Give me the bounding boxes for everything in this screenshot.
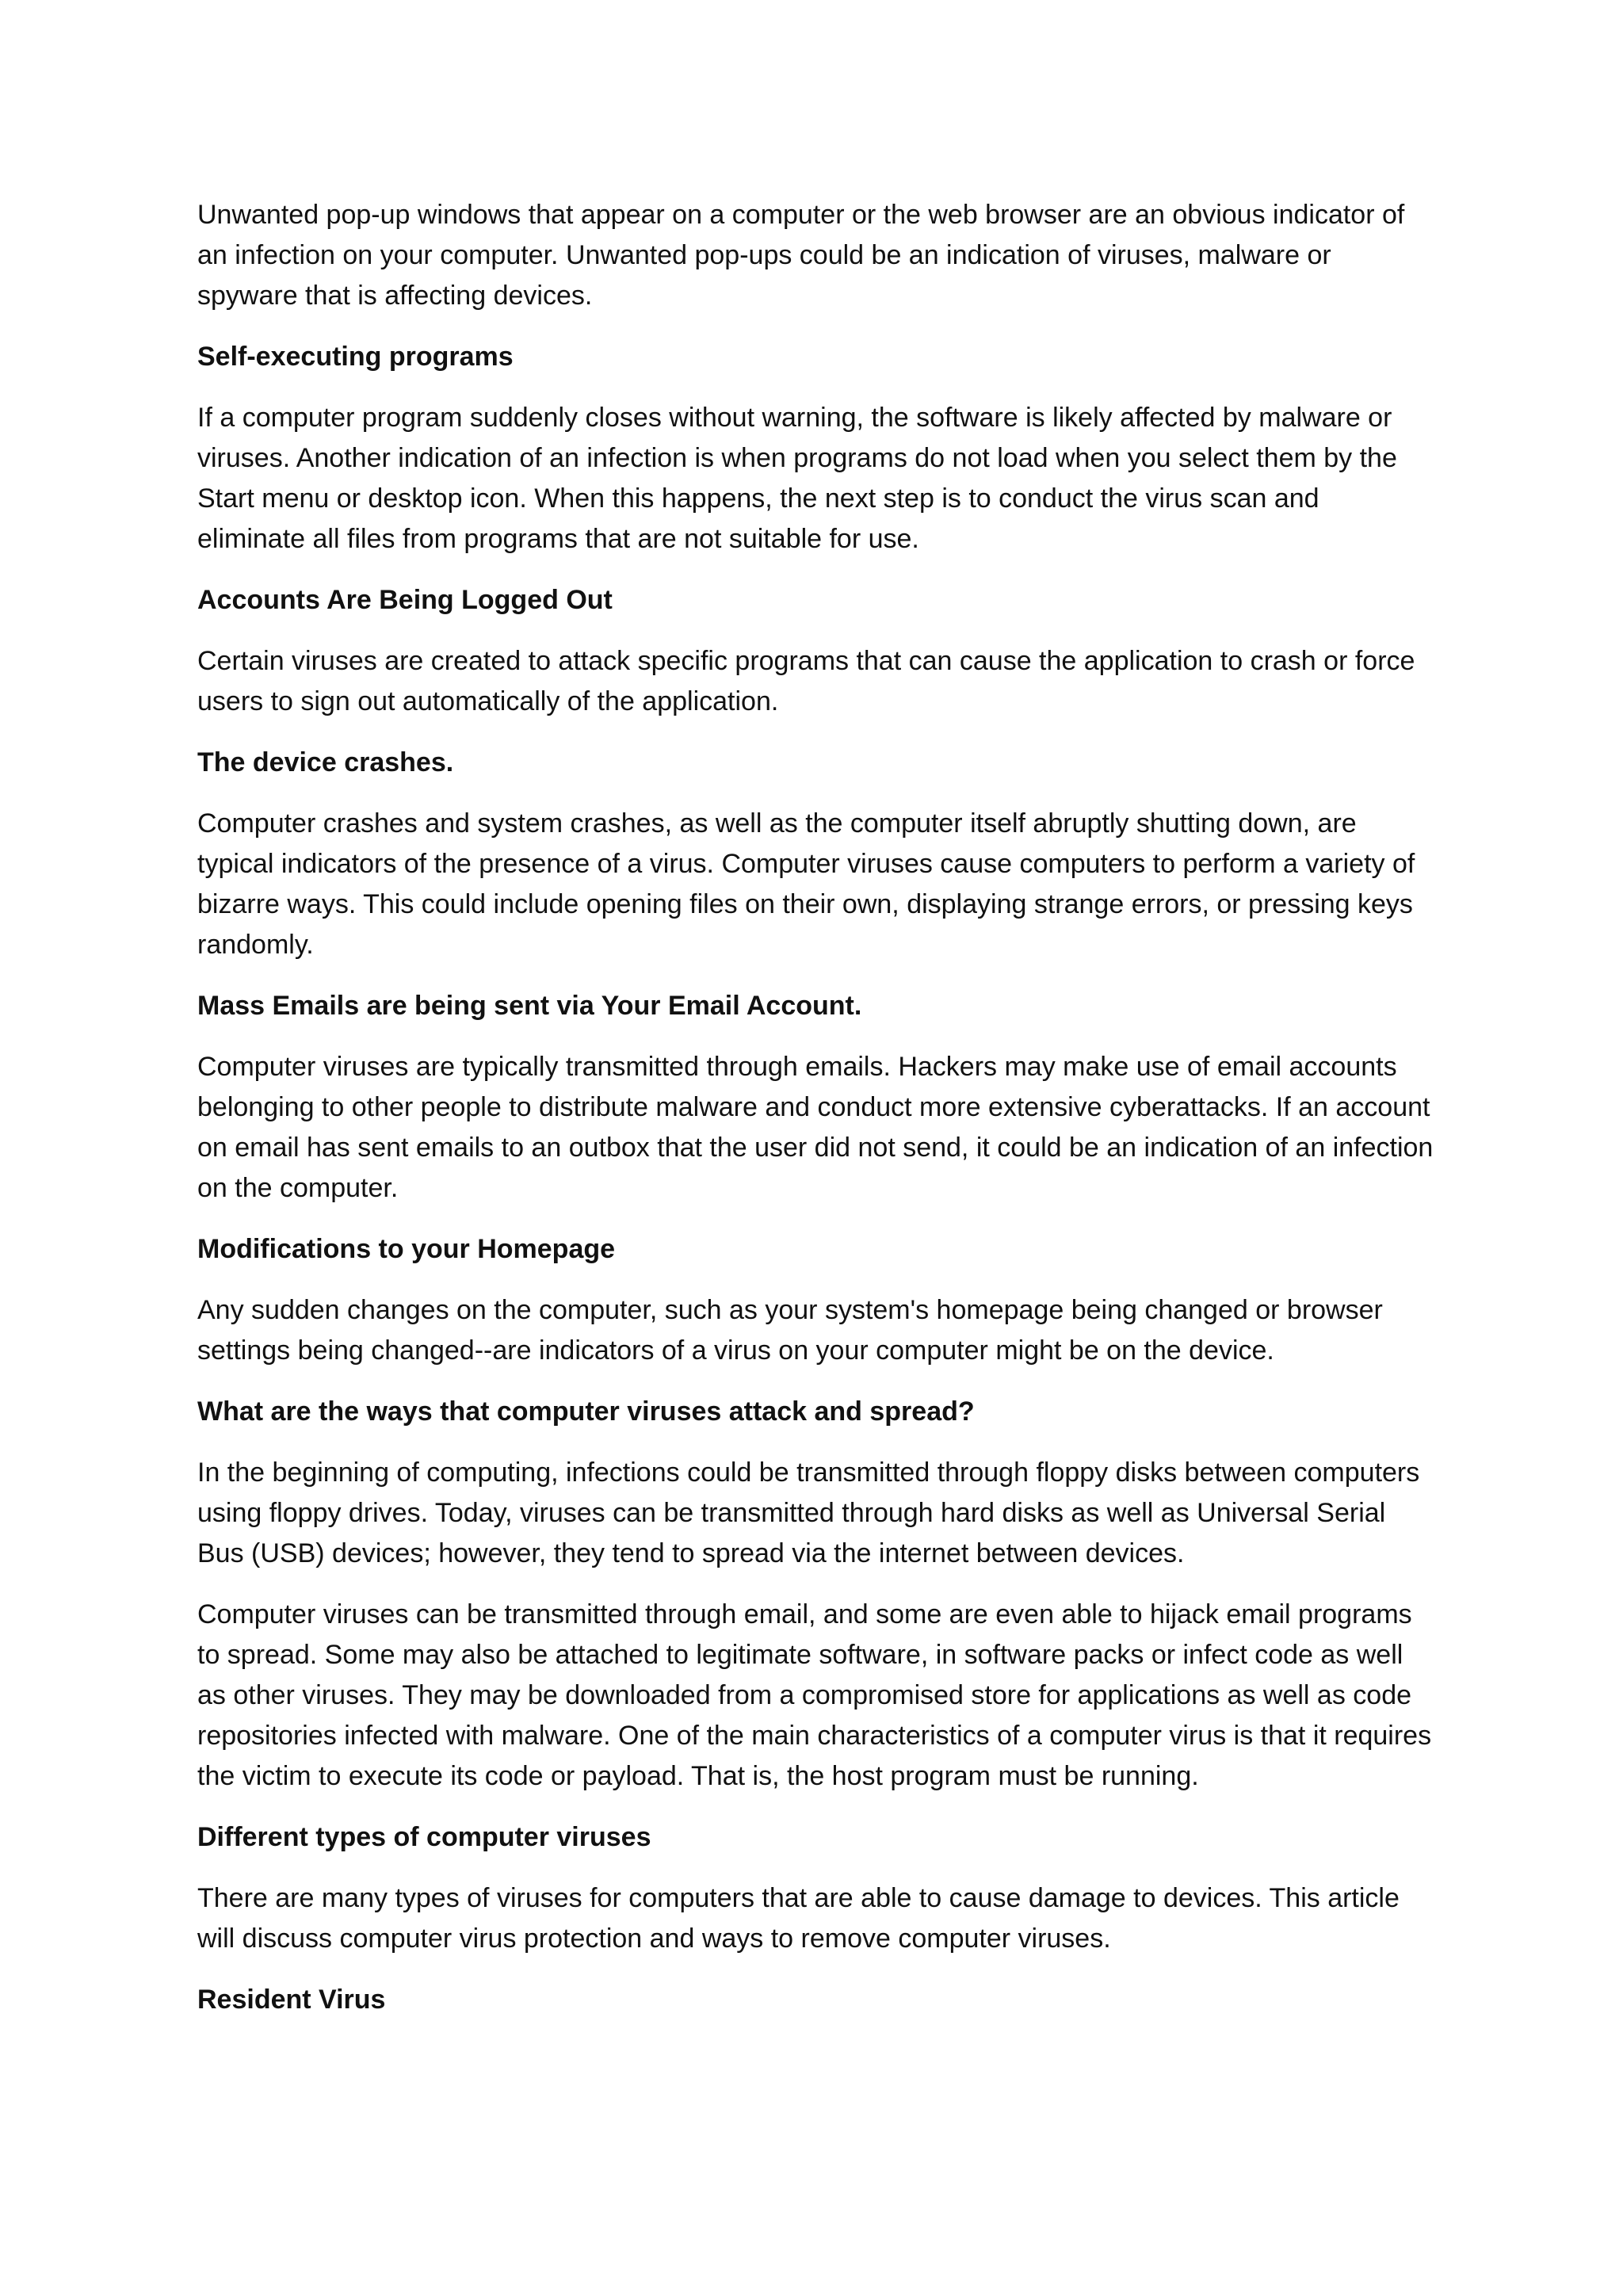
heading-attack-and-spread: What are the ways that computer viruses attack and spread?: [197, 1396, 975, 1427]
paragraph-mass-emails: Computer viruses are typically transmitted through emails. Hackers may make use of email accounts belonging to other people to distribute malware and conduct more extensive cyberattacks. If an account on email has sent emails to an outbox that the user did not send, it could be an indication of an infection on the computer.: [197, 1052, 1434, 1203]
heading-device-crashes: The device crashes.: [197, 747, 454, 777]
heading-resident-virus: Resident Virus: [197, 1985, 386, 2015]
paragraph-accounts-logged-out: Certain viruses are created to attack specific programs that can cause the application to crash or force users to sign out automatically of the application.: [197, 646, 1415, 716]
document-body: [197, 195, 1434, 2041]
paragraph-self-executing: If a computer program suddenly closes without warning, the software is likely affected by malware or viruses. Another indication of an infection is when programs do not load when you select them by the Start menu or desktop icon. When this happens, the next step is to conduct the virus scan and eliminate all files from programs that are not suitable for use.: [197, 403, 1397, 554]
heading-virus-types: Different types of computer viruses: [197, 1822, 651, 1852]
heading-homepage-modifications: Modifications to your Homepage: [197, 1234, 616, 1264]
paragraph-spread-email: Computer viruses can be transmitted through email, and some are even able to hijack email programs to spread. Some may also be attached to legitimate software, in software packs or infect code as well as other viruses. They may be downloaded from a compromised store for applications as well as code repositories infected with malware. One of the main characteristics of a computer virus is that it requires the victim to execute its code or payload. That is, the host program must be running.: [197, 1599, 1432, 1791]
heading-mass-emails: Mass Emails are being sent via Your Email Account.: [197, 991, 862, 1021]
paragraph-device-crashes: Computer crashes and system crashes, as well as the computer itself abruptly shutting down, are typical indicators of the presence of a virus. Computer viruses cause computers to perform a variety of bizarre ways. This could include opening files on their own, displaying strange errors, or pressing keys randomly.: [197, 808, 1415, 960]
paragraph-virus-types: There are many types of viruses for computers that are able to cause damage to devices. This article will discuss computer virus protection and ways to remove computer viruses.: [197, 1883, 1400, 1954]
heading-self-executing-programs: Self-executing programs: [197, 342, 514, 372]
paragraph-homepage-modifications: Any sudden changes on the computer, such as your system's homepage being changed or browser settings being changed--are indicators of a virus on your computer might be on the device.: [197, 1295, 1383, 1366]
heading-accounts-logged-out: Accounts Are Being Logged Out: [197, 585, 613, 615]
paragraph-spread-history: In the beginning of computing, infections could be transmitted through floppy disks between computers using floppy drives. Today, viruses can be transmitted through hard disks as well as Universal Serial Bus (USB) devices; however, they tend to spread via the internet between devices.: [197, 1457, 1420, 1568]
paragraph-popups: Unwanted pop-up windows that appear on a computer or the web browser are an obvious indicator of an infection on your computer. Unwanted pop-ups could be an indication of viruses, malware or spyware that is affecting devices.: [197, 200, 1405, 311]
